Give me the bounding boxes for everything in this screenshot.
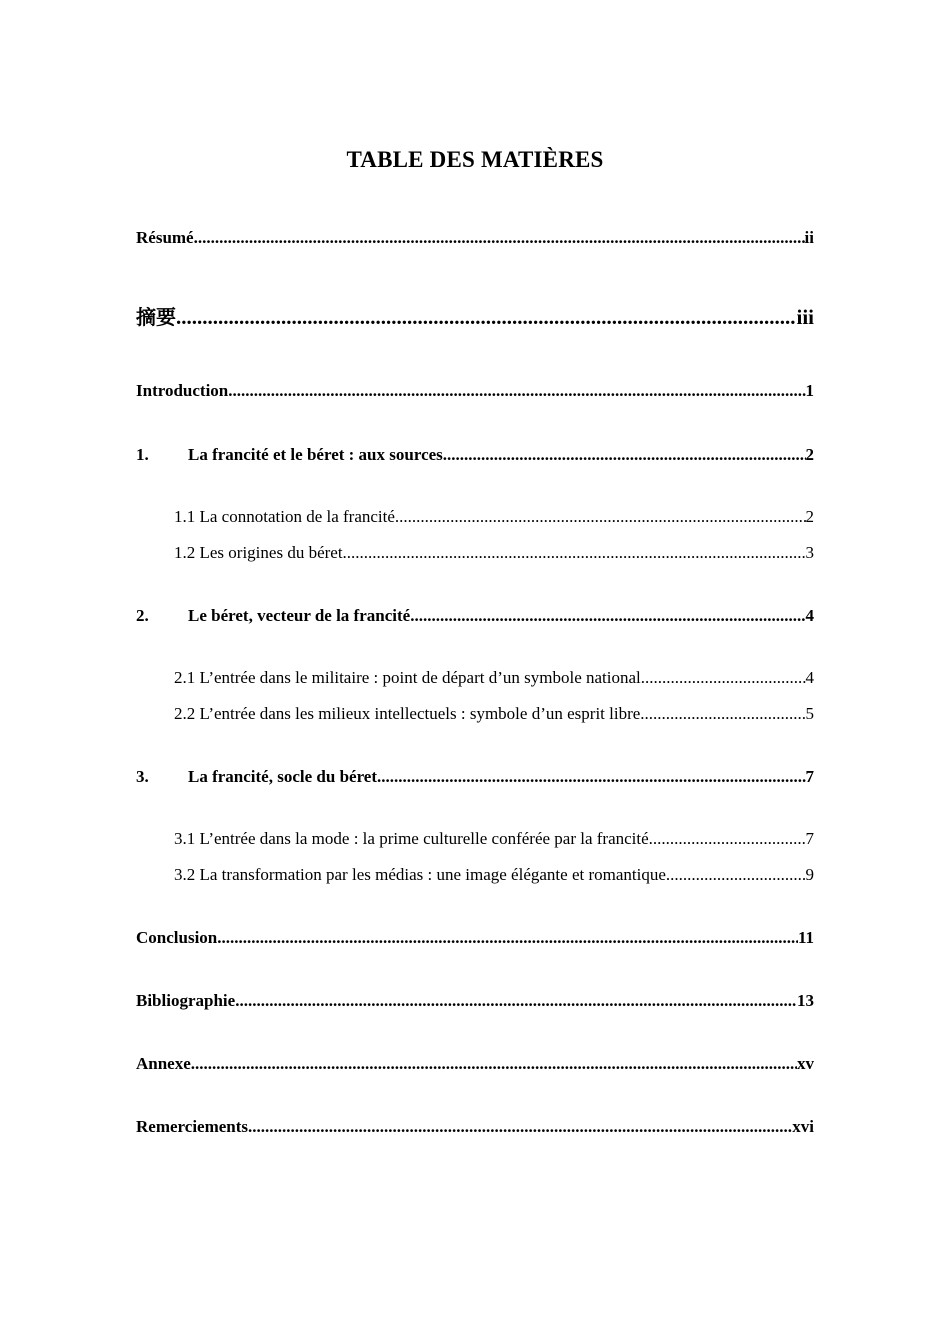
toc-entry-remerciements[interactable]: [136, 1117, 814, 1139]
toc-entry-label: Annexe: [136, 1054, 191, 1073]
dot-leader: [410, 606, 805, 626]
toc-entry-annexe[interactable]: [136, 1054, 814, 1076]
toc-entry-bibliographie[interactable]: [136, 991, 814, 1013]
toc-entry-label: 1.2 Les origines du béret: [174, 543, 343, 562]
toc-chapter-number: 2.: [136, 606, 149, 625]
dot-leader: [640, 704, 805, 724]
dot-leader: [217, 928, 798, 948]
toc-page-number: 3: [805, 543, 814, 562]
toc-entry-label: 1.1 La connotation de la francité: [174, 507, 395, 526]
toc-page-number: iii: [796, 305, 814, 329]
toc-page-number: 4: [805, 668, 814, 687]
toc-entry-label: 3.1 L’entrée dans la mode : la prime culturelle conférée par la francité: [174, 829, 649, 848]
toc-page-number: 5: [805, 704, 814, 723]
toc-entry-section-2-2[interactable]: [174, 704, 814, 726]
toc-page-number: 1: [805, 381, 814, 400]
dot-leader: [191, 1054, 797, 1074]
dot-leader: [194, 228, 805, 248]
dot-leader: [235, 991, 797, 1011]
toc-page-number: 9: [805, 865, 814, 884]
dot-leader: [443, 445, 806, 465]
toc-entry-section-3-1[interactable]: [174, 829, 814, 851]
page-title: TABLE DES MATIÈRES: [346, 147, 604, 172]
toc-page-number: ii: [804, 228, 814, 247]
toc-entry-chapter-3[interactable]: [136, 767, 814, 789]
dot-leader: [343, 543, 806, 563]
dot-leader: [395, 507, 806, 527]
dot-leader: [649, 829, 806, 849]
toc-entry-chapter-1[interactable]: [136, 445, 814, 467]
toc-entry-introduction[interactable]: [136, 381, 814, 403]
dot-leader: [176, 305, 796, 329]
toc-entry-label: 3.2 La transformation par les médias : une image élégante et romantique: [174, 865, 666, 884]
toc-chapter-number: 3.: [136, 767, 149, 786]
toc-entry-label: Introduction: [136, 381, 229, 400]
toc-page-number: 7: [805, 829, 814, 848]
toc-entry-label: La francité, socle du béret: [188, 767, 378, 786]
toc-entry-section-1-2[interactable]: [174, 543, 814, 565]
toc-entry-chapter-2[interactable]: [136, 606, 814, 628]
dot-leader: [248, 1117, 792, 1137]
toc-entry-section-2-1[interactable]: [174, 668, 814, 690]
toc-page-number: 7: [805, 767, 814, 786]
toc-page-number: xvi: [792, 1117, 814, 1136]
toc-entry-label: La francité et le béret : aux sources: [188, 445, 443, 464]
toc-page-number: 2: [805, 445, 814, 464]
toc-page-number: 2: [805, 507, 814, 526]
toc-page-number: xv: [797, 1054, 814, 1073]
toc-entry-label: Conclusion: [136, 928, 218, 947]
toc-entry-label: Résumé: [136, 228, 194, 247]
dot-leader: [228, 381, 805, 401]
toc-page-number: 13: [797, 991, 814, 1010]
toc-entry-label: 2.1 L’entrée dans le militaire : point de départ d’un symbole national: [174, 668, 641, 687]
toc-entry-conclusion[interactable]: [136, 928, 814, 950]
toc-entry-label: Bibliographie: [136, 991, 236, 1010]
dot-leader: [641, 668, 806, 688]
dot-leader: [666, 865, 806, 885]
toc-chapter-number: 1.: [136, 445, 149, 464]
toc-entry-zhaiyao[interactable]: [136, 301, 814, 329]
toc-page-number: 4: [805, 606, 814, 625]
dot-leader: [377, 767, 805, 787]
toc-entry-label: 摘要: [136, 305, 176, 329]
toc-entry-label: 2.2 L’entrée dans les milieux intellectuels : symbole d’un esprit libre: [174, 704, 641, 723]
toc-page-number: 11: [797, 928, 814, 947]
toc-entry-resume[interactable]: [136, 228, 814, 250]
toc-entry-label: Le béret, vecteur de la francité: [188, 606, 411, 625]
toc-entry-section-3-2[interactable]: [174, 865, 814, 887]
toc-entry-section-1-1[interactable]: [174, 507, 814, 529]
toc-entry-label: Remerciements: [136, 1117, 249, 1136]
